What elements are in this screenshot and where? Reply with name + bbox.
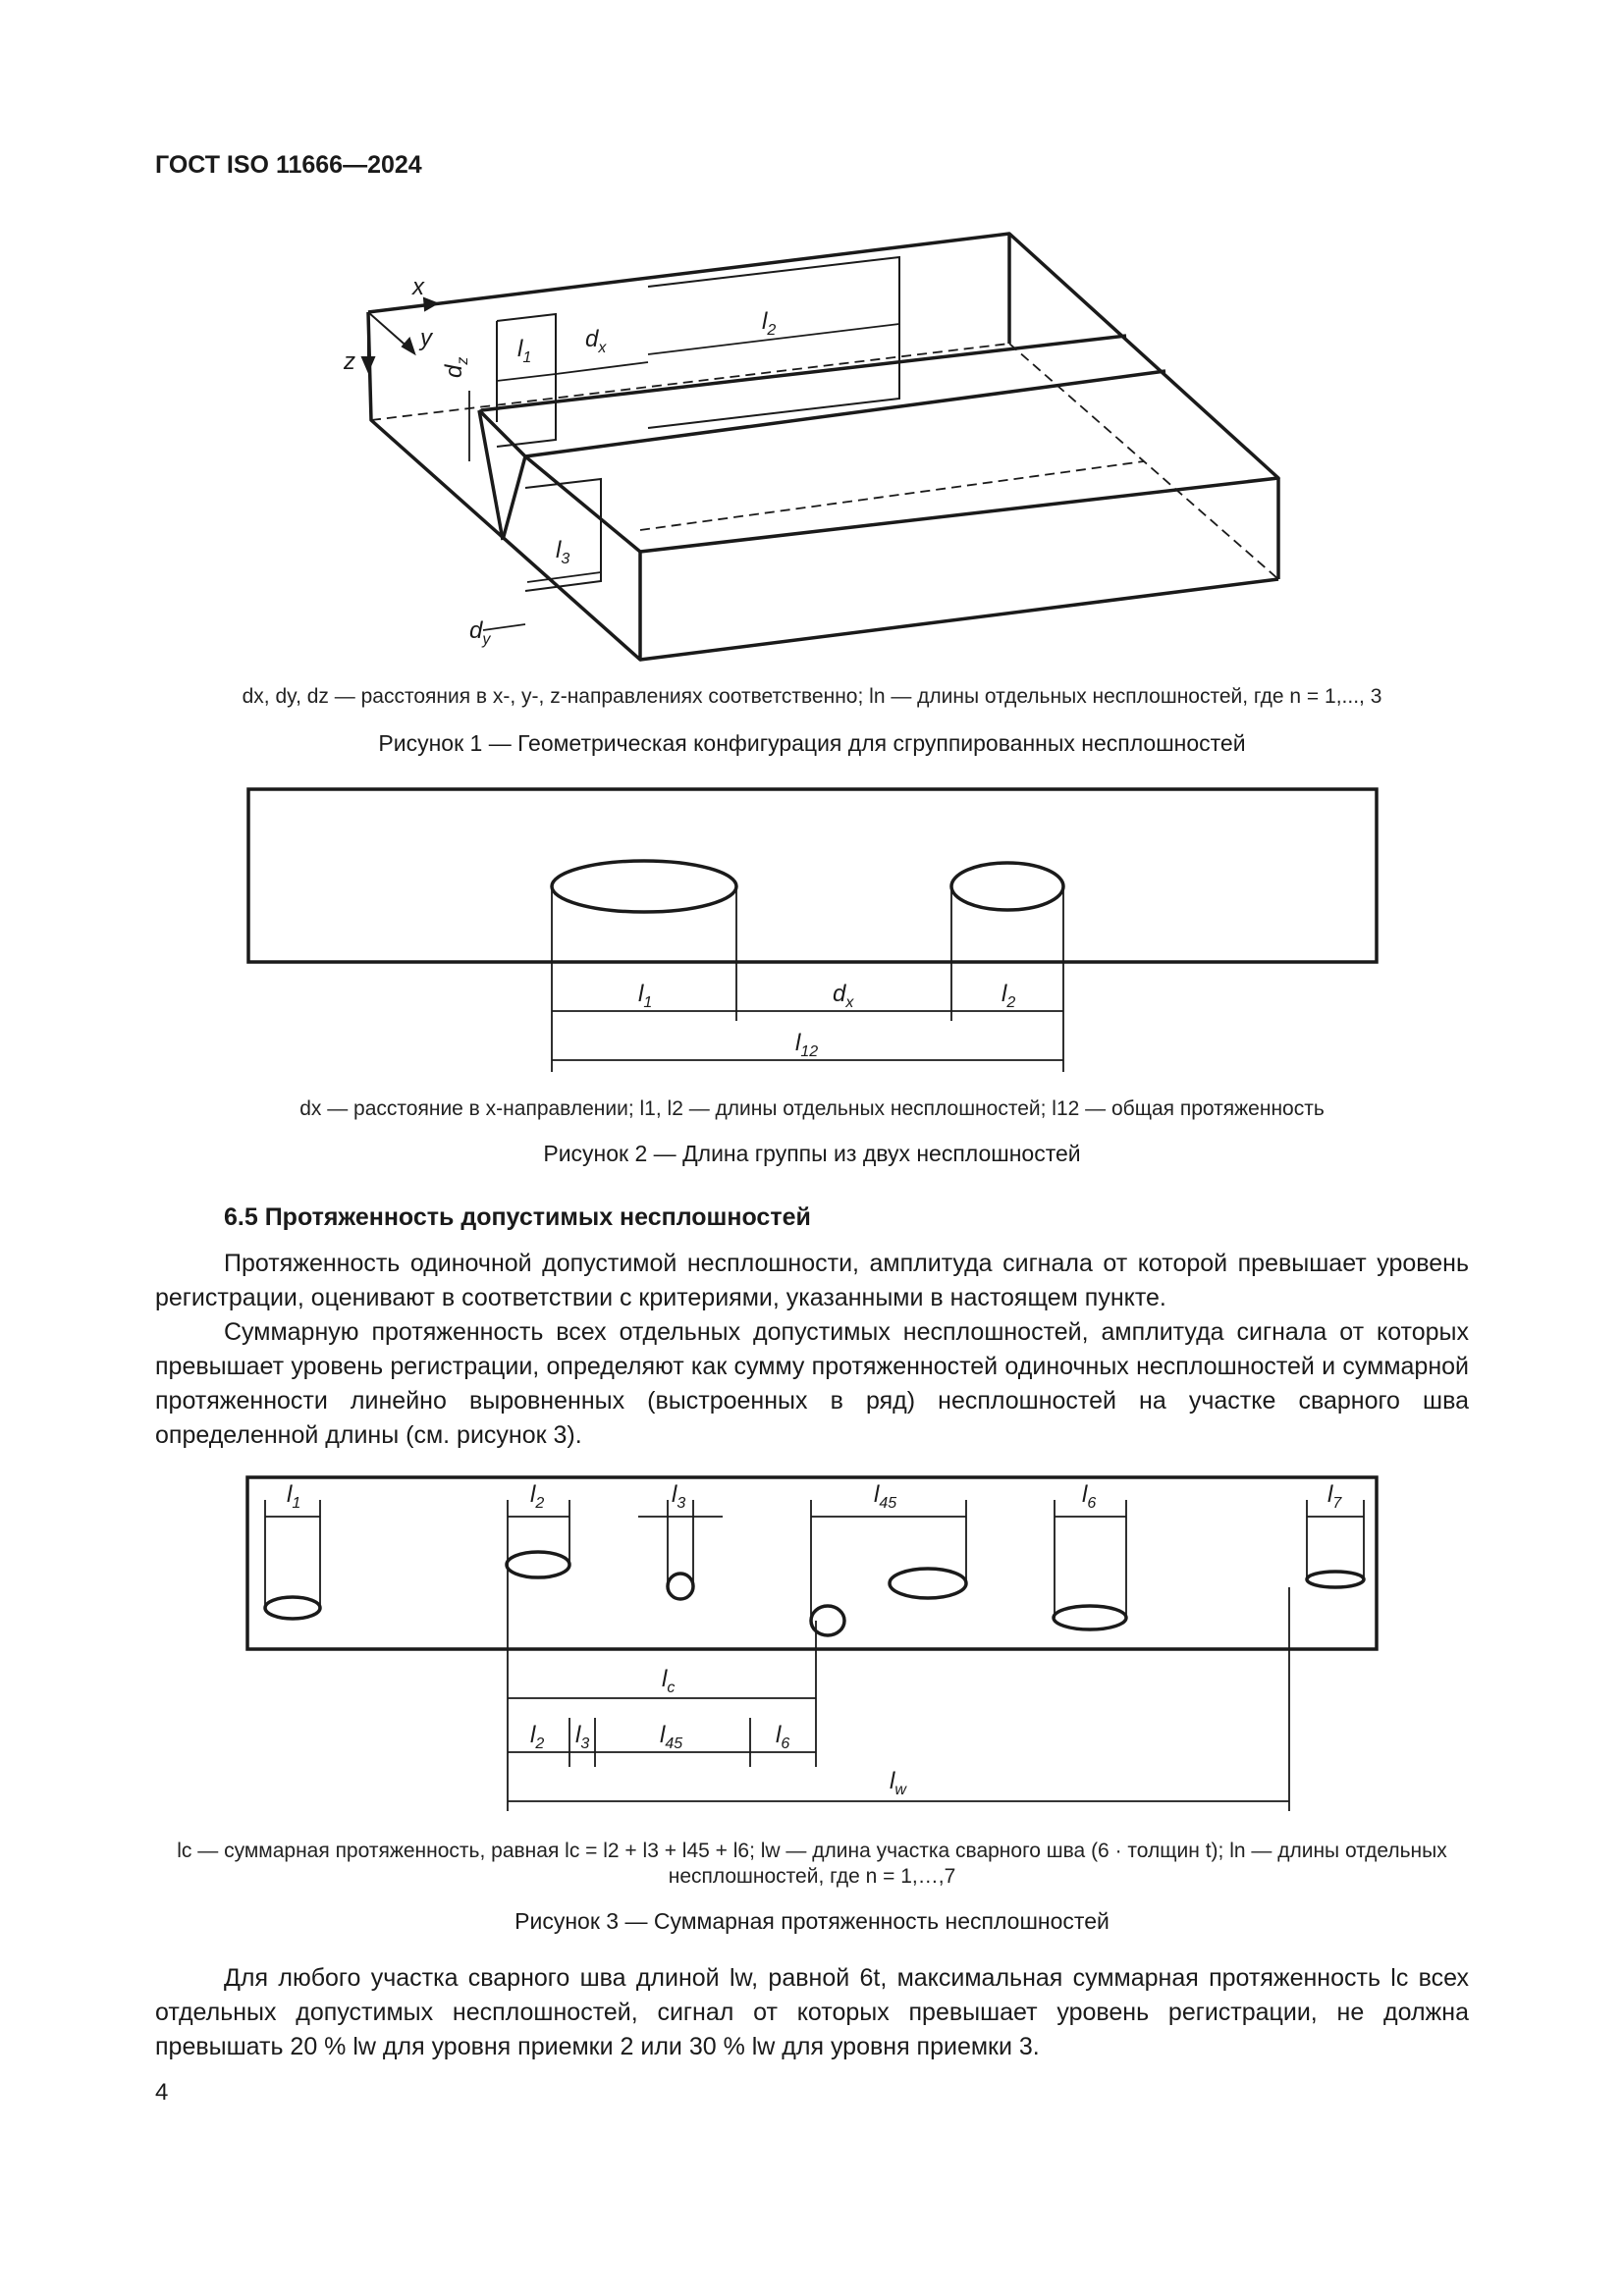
fig2-label-l2: $l_2$	[1001, 981, 1016, 1011]
fig2-label-dx: $d_x$	[833, 981, 854, 1011]
fig1-label-dz: $d_z$	[441, 356, 471, 378]
fig1-axis-z: z	[344, 348, 355, 375]
figure-3-caption: Рисунок 3 — Суммарная протяженность несплошностей	[514, 1908, 1110, 1934]
fig3-label-l1: $l_1$	[287, 1481, 301, 1512]
figure-1-drawing	[0, 216, 1624, 687]
fig3-label-l3-bottom: $l_3$	[575, 1722, 590, 1752]
fig2-label-l12: $l_{12}$	[795, 1030, 819, 1060]
section-heading: 6.5 Протяженность допустимых несплошностей	[224, 1203, 811, 1231]
figure-1-legend: dx, dy, dz — расстояния в x-, y-, z-направлениях соответственно; ln — длины отдельных несплошностей, где n = 1,..., 3	[242, 685, 1382, 708]
fig1-label-dy: $d_y$	[469, 617, 491, 648]
figure-3-drawing	[0, 1463, 1624, 1836]
fig3-label-l2-bottom: $l_2$	[530, 1722, 545, 1752]
fig3-label-l2: $l_2$	[530, 1481, 545, 1512]
fig3-label-l6: $l_6$	[1082, 1481, 1097, 1512]
fig3-label-lw: $l_w$	[890, 1768, 906, 1798]
fig3-label-l7: $l_7$	[1327, 1481, 1342, 1512]
fig1-axis-x: x	[412, 274, 424, 300]
figure-1-caption: Рисунок 1 — Геометрическая конфигурация для сгруппированных несплошностей	[378, 730, 1246, 756]
fig2-label-l1: $l_1$	[638, 981, 653, 1011]
figure-3-legend-line-1: lc — суммарная протяженность, равная lc = l2 + l3 + l45 + l6; lw — длина участка сварного шва (6 · толщин t); ln — длины отдельных	[177, 1840, 1447, 1862]
fig1-label-dx: $d_x$	[585, 326, 607, 356]
page-number: 4	[155, 2079, 169, 2106]
fig1-label-l2: $l_2$	[762, 308, 777, 339]
figure-2-legend: dx — расстояние в x-направлении; l1, l2 — длины отдельных несплошностей; l12 — общая протяженность	[299, 1097, 1325, 1120]
fig3-label-lc: $l_c$	[662, 1666, 676, 1696]
final-paragraph: Для любого участка сварного шва длиной lw, равной 6t, максимальная суммарная протяженность lc всех отдельных допустимых несплошностей, сигнал от которых превышает уровень регистрации, не должна превышать 20 % lw для уровня приемки 2 или 30 % lw для уровня приемки 3.	[155, 1964, 1469, 2060]
fig1-label-l1: $l_1$	[517, 336, 532, 366]
fig3-label-l45-bottom: $l_{45}$	[660, 1722, 683, 1752]
fig3-label-l45: $l_{45}$	[874, 1481, 897, 1512]
paragraph-1: Протяженность одиночной допустимой несплошности, амплитуда сигнала от которой превышает уровень регистрации, оценивают в соответствии с критериями, указанными в настоящем пункте.	[155, 1250, 1469, 1311]
fig3-label-l6-bottom: $l_6$	[776, 1722, 790, 1752]
figure-2-caption: Рисунок 2 — Длина группы из двух несплошностей	[543, 1141, 1081, 1166]
fig3-label-l3: $l_3$	[672, 1481, 686, 1512]
document-header: ГОСТ ISO 11666—2024	[155, 151, 422, 179]
fig1-axis-y: y	[420, 325, 432, 351]
paragraph-2: Суммарную протяженность всех отдельных допустимых несплошностей, амплитуда сигнала от которых превышает уровень регистрации, определяют как сумму протяженностей одиночных несплошностей и суммарной протяженности линейно выровненных (выстроенных в ряд) несплошностей на участке сварного шва определенной длины (см. рисунок 3).	[155, 1318, 1469, 1449]
fig1-label-l3: $l_3$	[556, 537, 570, 567]
figure-3-legend-line-2: несплошностей, где n = 1,…,7	[668, 1865, 956, 1888]
figure-2-drawing	[0, 775, 1624, 1090]
